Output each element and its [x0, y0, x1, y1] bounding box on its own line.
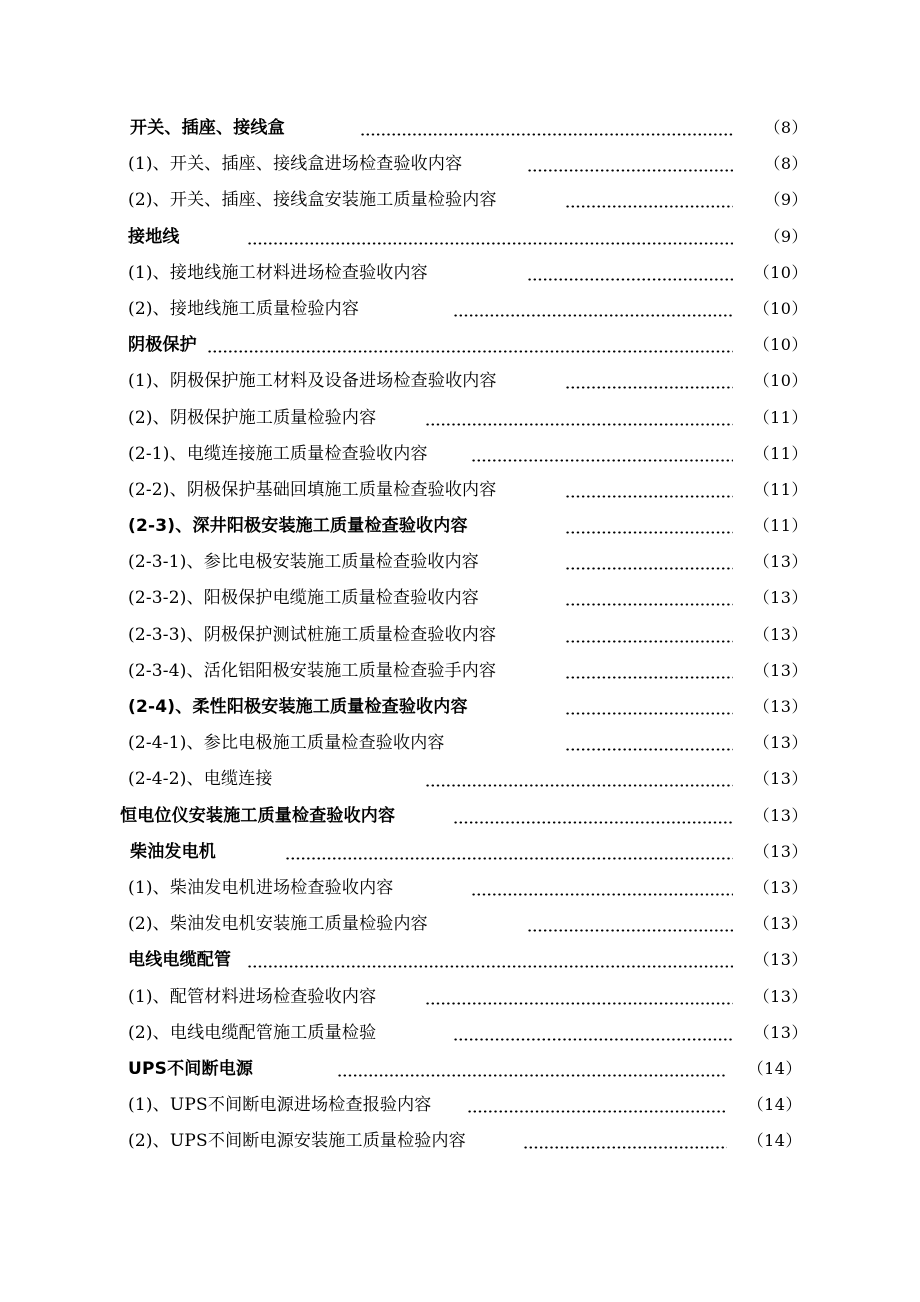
toc-entry: [0, 362, 920, 398]
toc-entry-page: （11）: [753, 407, 808, 427]
toc-entry-title: 阴极保护: [128, 335, 197, 356]
toc-entry-page: （13）: [753, 841, 808, 861]
toc-entry-page: （13）: [753, 805, 808, 825]
dot-leader: [471, 459, 733, 462]
toc-entry-title: (2)、柴油发电机安装施工质量检验内容: [128, 914, 428, 935]
toc-entry-page: （8）: [764, 154, 808, 174]
toc-entry-page: （13）: [753, 986, 808, 1006]
dot-leader: [453, 1038, 733, 1041]
toc-entry-title: (2-4-1)、参比电极施工质量检查验收内容: [128, 733, 445, 754]
table-of-contents: [0, 109, 920, 1158]
toc-entry: [0, 652, 920, 688]
toc-entry-page: （13）: [753, 877, 808, 897]
toc-entry-title: 开关、插座、接线盒: [130, 118, 285, 138]
toc-entry-title: 接地线: [128, 226, 180, 247]
toc-entry-page: （14）: [747, 1131, 802, 1151]
toc-entry: [0, 435, 920, 471]
toc-entry: [0, 1014, 920, 1050]
toc-entry-page: （10）: [753, 262, 808, 282]
dot-leader: [337, 1074, 727, 1077]
dot-leader: [207, 350, 733, 353]
dot-leader: [247, 242, 733, 245]
toc-entry-title: 电线电缆配管: [128, 950, 232, 971]
toc-entry-page: （14）: [747, 1058, 802, 1078]
toc-entry-page: （11）: [753, 443, 808, 463]
toc-entry-page: （13）: [753, 733, 808, 753]
dot-leader: [527, 169, 733, 172]
toc-entry: [0, 941, 920, 977]
toc-entry: [0, 181, 920, 217]
toc-entry: [0, 543, 920, 579]
toc-entry: [0, 254, 920, 290]
toc-entry-page: （13）: [753, 624, 808, 644]
toc-entry: [0, 905, 920, 941]
toc-entry-title: (1)、UPS不间断电源进场检查报验内容: [128, 1095, 432, 1116]
dot-leader: [425, 1002, 733, 1005]
dot-leader: [565, 495, 733, 498]
toc-entry-page: （9）: [764, 190, 808, 210]
toc-entry-title: (1)、接地线施工材料进场检查验收内容: [128, 262, 428, 283]
toc-entry-title: (2-4-2)、电缆连接: [128, 769, 273, 790]
toc-entry-page: （9）: [764, 226, 808, 246]
dot-leader: [565, 748, 733, 751]
dot-leader: [565, 386, 733, 389]
toc-entry: [0, 145, 920, 181]
toc-entry-page: （13）: [753, 660, 808, 680]
toc-entry-page: （13）: [753, 769, 808, 789]
toc-entry-title: (2-3)、深井阳极安装施工质量检查验收内容: [128, 516, 468, 537]
toc-entry-page: （13）: [753, 697, 808, 716]
toc-entry: [0, 797, 920, 833]
toc-entry-page: （11）: [753, 479, 808, 499]
toc-entry: [0, 326, 920, 362]
toc-entry-title: (1)、阴极保护施工材料及设备进场检查验收内容: [128, 371, 497, 392]
dot-leader: [425, 784, 733, 787]
dot-leader: [565, 205, 733, 208]
dot-leader: [467, 1110, 727, 1113]
toc-entry-page: （13）: [753, 588, 808, 608]
toc-entry-page: （11）: [753, 516, 808, 536]
dot-leader: [523, 1146, 727, 1149]
toc-entry-title: (2-1)、电缆连接施工质量检查验收内容: [128, 443, 428, 464]
dot-leader: [285, 857, 733, 860]
toc-entry-title: (2)、UPS不间断电源安装施工质量检验内容: [128, 1131, 466, 1152]
toc-entry-page: （13）: [753, 552, 808, 572]
toc-entry-title: (1)、柴油发电机进场检查验收内容: [128, 877, 394, 898]
toc-entry: [0, 399, 920, 435]
dot-leader: [527, 278, 733, 281]
toc-entry-page: （14）: [747, 1095, 802, 1115]
dot-leader: [565, 712, 733, 715]
dot-leader: [565, 567, 733, 570]
dot-leader: [565, 531, 733, 534]
toc-entry-page: （13）: [753, 914, 808, 934]
toc-entry: [0, 471, 920, 507]
toc-entry-title: (2-3-4)、活化铝阳极安装施工质量检查验手内容: [128, 660, 497, 681]
dot-leader: [453, 821, 733, 824]
toc-entry-page: （13）: [753, 950, 808, 970]
toc-entry: [0, 1050, 920, 1086]
toc-entry-title: (2)、阴极保护施工质量检验内容: [128, 407, 377, 428]
toc-entry-page: （13）: [753, 1022, 808, 1042]
dot-leader: [471, 893, 733, 896]
toc-entry: [0, 1122, 920, 1158]
toc-entry-title: (1)、配管材料进场检查验收内容: [128, 986, 377, 1007]
toc-entry-title: (1)、开关、插座、接线盒进场检查验收内容: [128, 154, 463, 175]
toc-entry: [0, 507, 920, 543]
toc-entry: [0, 869, 920, 905]
dot-leader: [453, 314, 733, 317]
toc-entry: [0, 616, 920, 652]
toc-entry-title: 柴油发电机: [130, 841, 216, 862]
toc-entry-title: (2-2)、阴极保护基础回填施工质量检查验收内容: [128, 479, 497, 500]
toc-entry-page: （10）: [753, 298, 808, 318]
dot-leader: [565, 676, 733, 679]
dot-leader: [425, 423, 733, 426]
toc-entry: [0, 978, 920, 1014]
toc-entry: [0, 579, 920, 615]
dot-leader: [247, 965, 733, 968]
toc-entry-title: 恒电位仪安装施工质量检查验收内容: [120, 805, 396, 826]
toc-entry: [0, 218, 920, 254]
toc-entry: [0, 833, 920, 869]
dot-leader: [360, 133, 733, 136]
toc-entry: [0, 109, 920, 145]
toc-entry: [0, 1086, 920, 1122]
toc-entry: [0, 688, 920, 724]
toc-entry-title: (2-3-2)、阳极保护电缆施工质量检查验收内容: [128, 588, 479, 609]
toc-entry-title: (2-4)、柔性阳极安装施工质量检查验收内容: [128, 697, 468, 717]
toc-entry-title: (2-3-3)、阴极保护测试桩施工质量检查验收内容: [128, 624, 497, 645]
toc-entry-title: (2)、电线电缆配管施工质量检验: [128, 1022, 377, 1043]
dot-leader: [527, 929, 733, 932]
toc-entry-title: UPS不间断电源: [128, 1058, 254, 1079]
toc-entry-page: （8）: [764, 118, 808, 137]
toc-entry: [0, 290, 920, 326]
dot-leader: [565, 640, 733, 643]
toc-entry-title: (2)、开关、插座、接线盒安装施工质量检验内容: [128, 190, 497, 211]
toc-entry: [0, 760, 920, 796]
toc-entry: [0, 724, 920, 760]
toc-entry-title: (2)、接地线施工质量检验内容: [128, 298, 360, 319]
toc-entry-page: （10）: [753, 335, 808, 355]
toc-entry-page: （10）: [753, 371, 808, 391]
toc-entry-title: (2-3-1)、参比电极安装施工质量检查验收内容: [128, 552, 479, 573]
dot-leader: [565, 603, 733, 606]
